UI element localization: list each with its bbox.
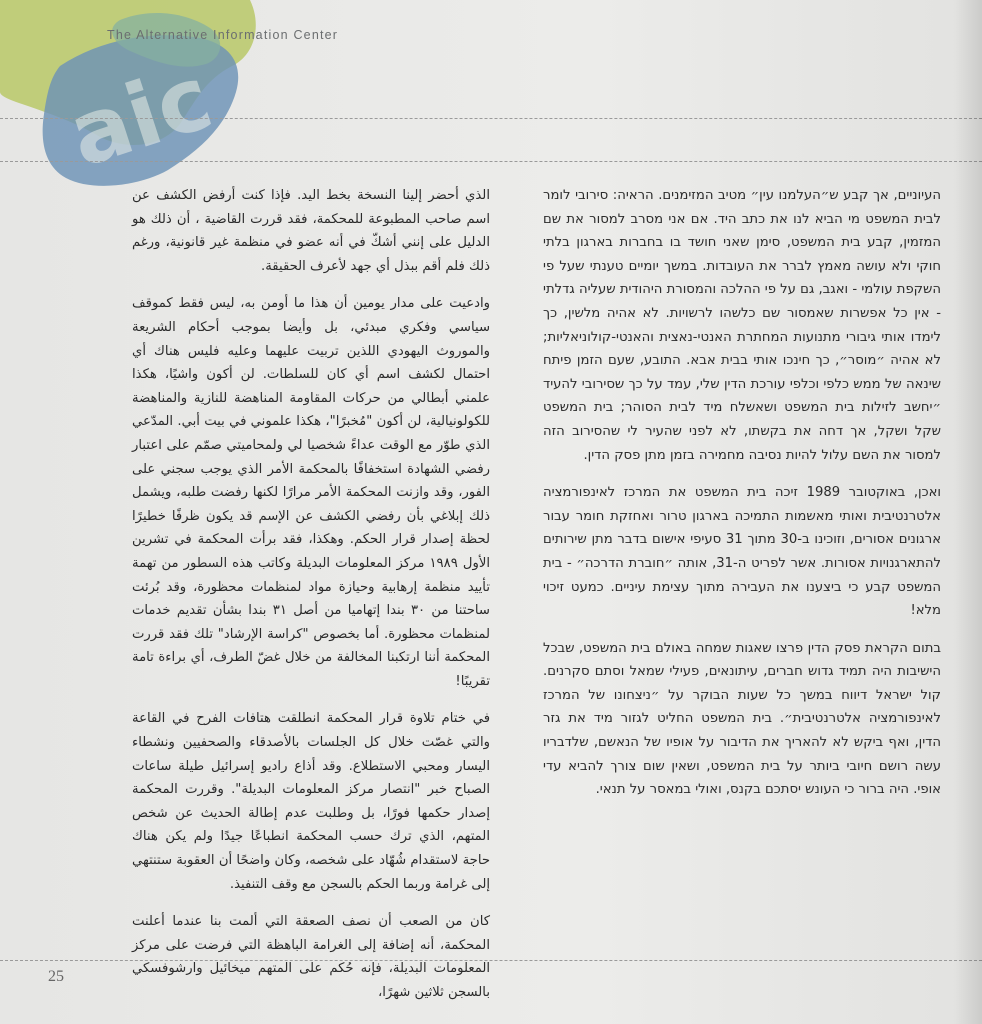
hebrew-paragraph-3: בתום הקראת פסק הדין פרצו שאגות שמחה באולם בית המשפט, שבכל הישיבות היה תמיד גדוש חברים, עיתונאים, פעילי שמאל וסתם סקרנים. קול ישראל דיווח במשך כל שעות הבוקר על ״ניצחונו של המרכז לאינפורמציה אלטרנטיבית״. בית המשפט החליט לגזור מיד את גזר הדין, ואף ביקש לא להאריך את הדיבור על אופיו של הנאשם, שלדבריו עשה רושם חיובי ביותר על בית המשפט, ושאין שום צורך להביא עדי אופי. היה ברור כי העונש יסתכם בקנס, ואולי במאסר על תנאי. <box>543 640 941 798</box>
arabic-paragraph-2: وادعيت على مدار يومين أن هذا ما أومن به، ليس فقط كموقف سياسي وفكري مبدئي، بل وأيضا بموجب أحكام الشريعة والموروث اليهودي اللذين تربيت عليهما وعليه فليس هناك أي احتمال لكشف اسم أي كان للسلطات. لن أكون واشيًا، هكذا علمني أبطالي من حركات المقاومة المناهضة للنازية والمناهضة للكولونيالية، لن أكون "مُخبرًا"، هكذا علموني في بيت أبي. المدّعي الذي طوّر مع الوقت عداءً شخصيا لي ولمحاميتي صمّم على اعتبار رفضي الشهادة استخفافًا بالمحكمة الأمر الذي يوجب سجني على الفور، وقد وازنت المحكمة الأمر مرارًا لكنها رفضت طلبه، ويشمل ذلك إبلاغي بأن رفضي الكشف عن الإسم قد يكون ظرفًا خطيرًا لحظة إصدار قرار الحكم. وهكذا، فقد برأت المحكمة في تشرين الأول ١٩٨٩ مركز المعلومات البديلة وكاتب هذه السطور من تهمة تأييد منظمة إرهابية وحيازة مواد لمنظمات محظورة، وقد بُرئت ساحتنا من ٣٠ بندا إتهاميا من أصل ٣١ بندا بشأن تقديم خدمات لمنظمات محظورة. أما بخصوص "كراسة الإرشاد" تلك فقد قررت المحكمة أننا ارتكبنا المخالفة من خلال غضّ الطرف، أي براءة تامة تقريبًا! <box>132 296 491 689</box>
publication-header: The Alternative Information Center <box>107 28 339 42</box>
hebrew-paragraph-1: העיוניים, אך קבע ש״העלמנו עין״ מטיב המזימנים. הראיה: סירובי לומר לבית המשפט מי הביא לנו את כתב היד. אם אני מסרב למסור את שם המזמין, קבע בית המשפט, סימן שאני חושד בו בחברות בארגון בלתי חוקי ולא עושה מאמץ לברר את העובדות. במשך יומיים טענתי שעל פי השקפת עולמי - ואגב, גם על פי ההלכה והמסורת היהודית שעליה גדלתי - אין כל אפשרות שאמסור שם כלשהו לרשויות. לא אהיה מלשין, כך לימדו אותי גיבורי מתנועות המחתרת האנטי-נאצית והאנטי-קולוניאליות; לא אהיה ״מוסר״, כך חינכו אותי בבית אבא. התובע, שעם הזמן פיתח שינאה של ממש כלפי וכלפי עורכת הדין שלי, עמד על כך שסירובי להעיד ״יחשב לזילות בית המשפט ושאשלח מיד לבית הסוהר; בית המשפט שקל ושקל, אך דחה את בקשתו, לא לפני שהעיר לי שהסירוב הזה למסור את השם עלול להיות נסיבה מחמירה בזמן מתן פסק הדין. <box>543 188 941 463</box>
arabic-text-column <box>132 184 490 1019</box>
divider-mid <box>0 161 982 162</box>
logo-letters: aic <box>56 45 224 188</box>
arabic-paragraph-4: كان من الصعب أن نصف الصعقة التي ألمت بنا عندما أعلنت المحكمة، أنه إضافة إلى الغرامة الباهظة التي فرضت على مركز المعلومات البديلة، فإنه حُكم على المتهم ميخائيل وارشوفسكي بالسجن ثلاثين شهرًا، <box>132 914 490 1000</box>
divider-top <box>0 118 982 119</box>
hebrew-paragraph-2: ואכן, באוקטובר 1989 זיכה בית המשפט את המרכז לאינפורמציה אלטרנטיבית ואותי מאשמות התמיכה בארגון טרור ואחזקת חומר עבור ארגונים אסורים, וזוכינו ב-30 מתוך 31 סעיפי אישום בדבר מתן שירותים להתארגנויות אסורות. אשר לפריט ה-31, אותה ״חוברת הדרכה״ - בית המשפט קבע כי ביצענו את העבירה מתוך עצימת עיניים. כמעט זיכוי מלא! <box>543 485 942 619</box>
page-number: 25 <box>48 968 64 985</box>
hebrew-text-column <box>543 184 941 816</box>
arabic-paragraph-3: في ختام تلاوة قرار المحكمة انطلقت هتافات الفرح في القاعة والتي غصّت خلال كل الجلسات بالأصدقاء والصحفيين ونشطاء اليسار ومحبي الاستطلاع. وقد أذاع راديو إسرائيل طيلة ساعات الصباح خبر "انتصار مركز المعلومات البديلة". وقررت المحكمة إصدار حكمها فورًا، بل وطلبت عدم إطالة الحديث عن شخص المتهم، الذي ترك حسب المحكمة انطباعًا جيدًا ولم يكن هناك حاجة لاستقدام شُهّاد على شخصه، وكان واضحًا أن العقوبة ستنتهي إلى غرامة وربما الحكم بالسجن مع وقف التنفيذ. <box>132 711 490 892</box>
binding-shadow <box>954 0 982 1024</box>
arabic-paragraph-1: الذي أحضر إلينا النسخة بخط اليد. فإذا كنت أرفض الكشف عن اسم صاحب المطبوعة للمحكمة، فقد قررت القاضية ، أن ذلك هو الدليل على إنني أشكّ في أنه عضو في منظمة غير قانونية، ورغم ذلك فلم أقم ببذل أي جهد لأعرف الحقيقة. <box>132 188 490 274</box>
